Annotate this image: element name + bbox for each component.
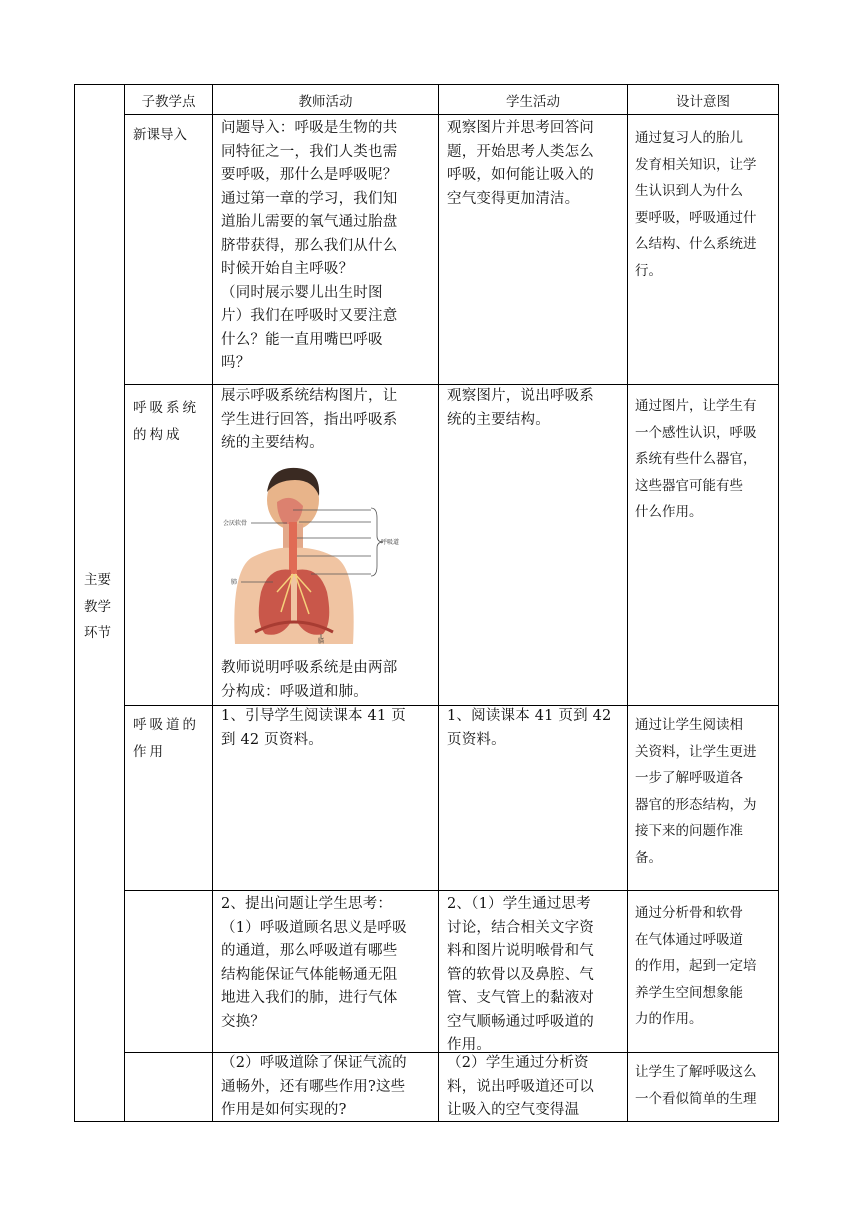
- trachea-shape: [289, 522, 297, 574]
- col-divider: [212, 84, 213, 1122]
- label-airway: 呼吸道: [381, 539, 400, 546]
- row-divider: [124, 890, 779, 891]
- row2-teacher-activity: 展示呼吸系统结构图片，让 学生进行回答，指出呼吸系 统的主要结构。: [221, 388, 398, 451]
- row2-student-activity: 观察图片，说出呼吸系 统的主要结构。: [447, 388, 594, 428]
- row5-design-intent: 让学生了解呼吸这么 一个看似简单的生理: [635, 1064, 757, 1107]
- table-border-top: [74, 84, 779, 85]
- col-divider: [124, 84, 125, 1122]
- col-divider: [627, 84, 628, 1122]
- col-divider: [438, 84, 439, 1122]
- row4-teacher-activity: 2、提出问题让学生思考： （1）呼吸道顾名思义是呼吸 的通道，那么呼吸道有哪些 结构能保证气体能畅通无阻 地进入我们的肺，进行气体 交换？: [221, 896, 407, 1030]
- row3-teacher-activity: 1、引导学生阅读课本 41 页 到 42 页资料。: [221, 708, 406, 748]
- header-row-divider: [124, 114, 779, 115]
- respiratory-system-illustration: [221, 462, 435, 644]
- row2-design-intent: 通过图片，让学生有 一个感性认识，呼吸 系统有些什么器官， 这些器官可能有些 什么作用。: [635, 398, 757, 521]
- row1-design-intent: 通过复习人的胎儿 发育相关知识，让学 生认识到人为什么 要呼吸，呼吸通过什 么结构、什么系统进 行。: [635, 130, 757, 279]
- row4-design-intent: 通过分析骨和软骨 在气体通过呼吸道 的作用，起到一定培 养学生空间想象能 力的作用。: [635, 905, 757, 1028]
- table-border-left: [74, 84, 75, 1122]
- row1-sub-point: 新课导入: [133, 127, 187, 143]
- respiratory-system-figure: [221, 462, 435, 644]
- label-lung: 肺: [231, 579, 238, 586]
- row5-student-activity: （2）学生通过分析资 料，说出呼吸道还可以 让吸入的空气变得温: [447, 1055, 594, 1118]
- row1-student-activity: 观察图片并思考回答问 题，开始思考人类怎么 呼吸，如何能让吸入的 空气变得更加清洁。: [447, 120, 594, 207]
- row5-teacher-activity: （2）呼吸道除了保证气流的 通畅外，还有哪些作用?这些 作用是如何实现的?: [221, 1055, 407, 1118]
- row3-sub-point: 呼吸道的 作用: [133, 717, 199, 760]
- header-teacher-activity: 教师活动: [298, 94, 353, 110]
- row3-student-activity: 1、阅读课本 41 页到 42 页资料。: [447, 708, 612, 748]
- label-epiglottis: 会厌软骨: [223, 520, 248, 527]
- section-label: 主要 教学 环节: [84, 572, 111, 641]
- row2-teacher-activity-after-figure: 教师说明呼吸系统是由两部 分构成：呼吸道和肺。: [221, 660, 398, 700]
- header-design-intent: 设计意图: [676, 94, 730, 110]
- header-sub-point: 子教学点: [141, 94, 196, 110]
- row1-teacher-activity: 问题导入：呼吸是生物的共 同特征之一，我们人类也需 要呼吸，那什么是呼吸呢？ 通过第一章的学习，我们知 道胎儿需要的氧气通过胎盘 脐带获得，那么我们从什么 时候开始自主呼吸？ （同时展示婴儿出生时图 片）我们在呼吸时又要注意 什么？能一直用嘴巴呼吸 吗？: [221, 120, 398, 371]
- label-diaphragm: 膈: [318, 638, 325, 644]
- row3-design-intent: 通过让学生阅读相 关资料，让学生更进 一步了解呼吸道各 器官的形态结构，为 接下来的问题作准 备。: [635, 717, 757, 866]
- header-student-activity: 学生活动: [506, 94, 560, 110]
- table-border-right: [778, 84, 779, 1122]
- row2-sub-point: 呼吸系统 的构成: [133, 400, 199, 443]
- row4-student-activity: 2、（1）学生通过思考 讨论，结合相关文字资 料和图片说明喉骨和气 管的软骨以及鼻腔、气 管、支气管上的黏液对 空气顺畅通过呼吸道的 作用。: [447, 896, 594, 1053]
